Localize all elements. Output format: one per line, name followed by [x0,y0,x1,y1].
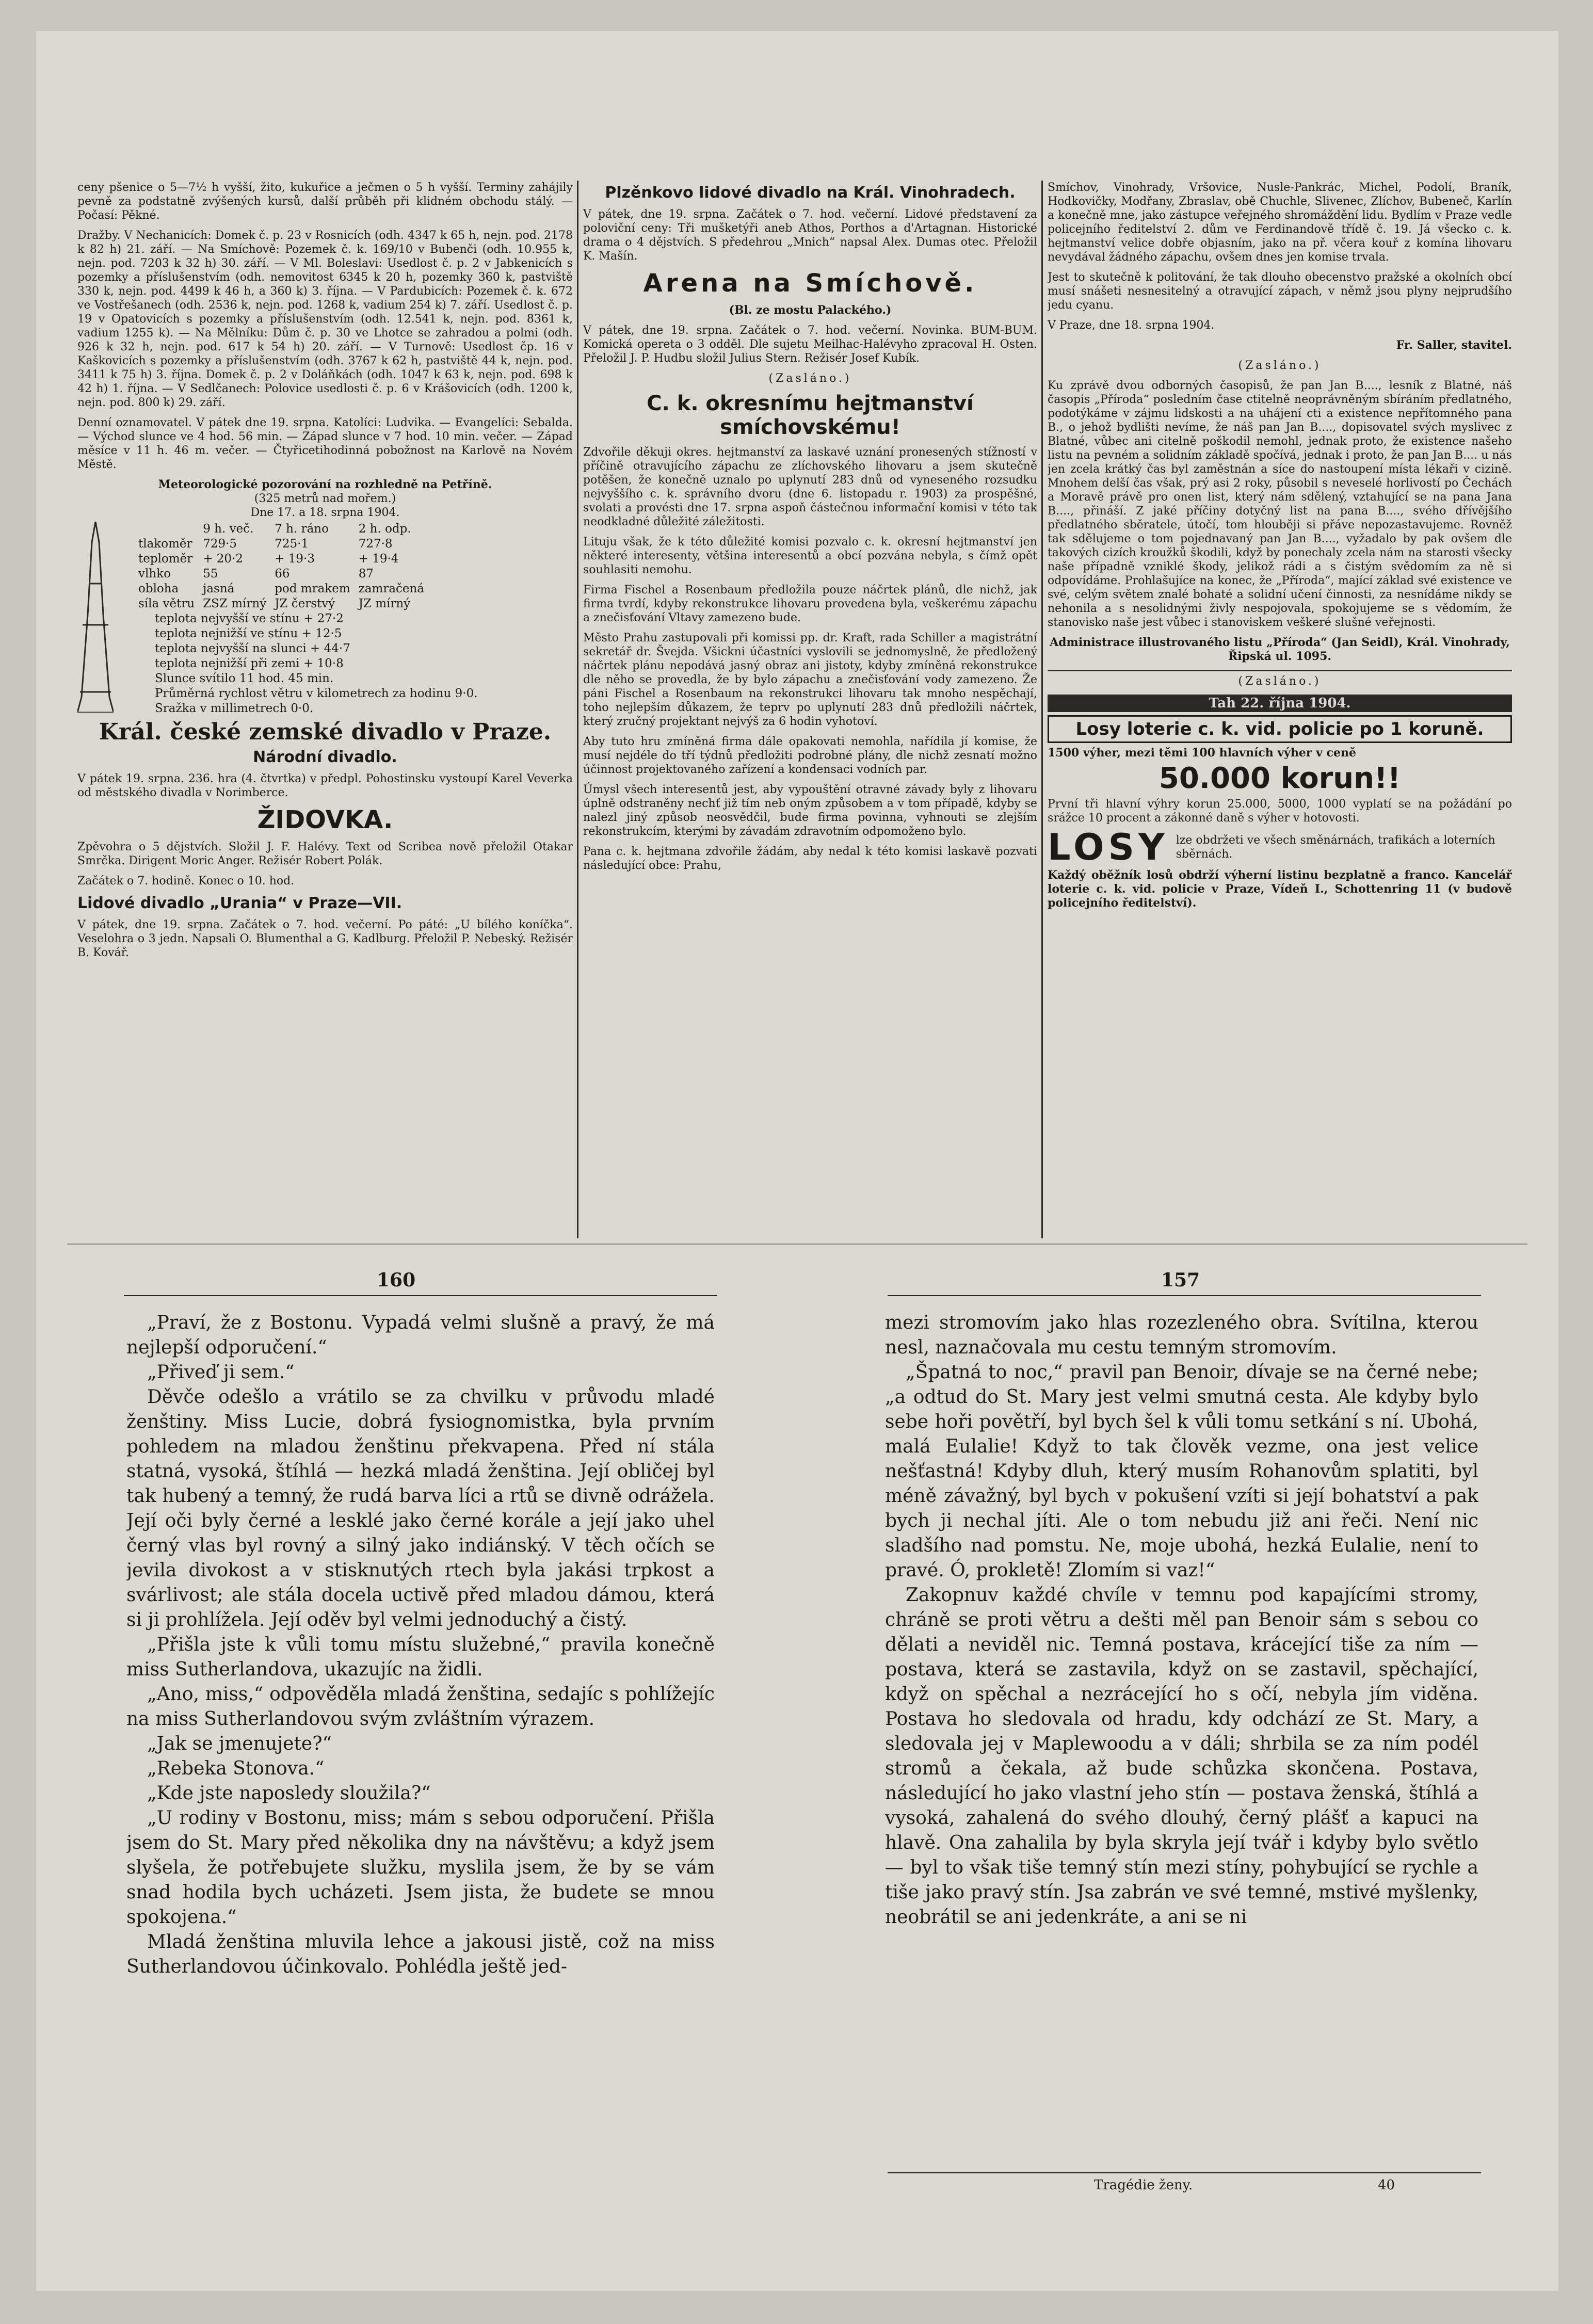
novel-paragraph: „Jak se jmenujete?“ [147,1733,332,1754]
zidovka-text: Zpěvohra o 5 dějstvích. Složil J. F. Halévy. Text od Scribea nově přeložil Otakar Smrčka. Dirigent Moric Anger. Režisér Robert Polák. [77,841,573,867]
meteo-cell: ZSZ mírný [203,597,267,610]
petrin-tower-icon [77,522,114,713]
meteo-head-cell [134,522,199,537]
lottery-text: 1500 výher, mezi těmi 100 hlavních výher v ceně [1048,746,1357,760]
hejtmanstvi-heading: C. k. okresnímu hejtmanství smíchovskému! [647,392,974,439]
lottery-tail: Každý oběžník losů obdrží výherní listinu bezplatně a franco. Kancelář loterie c. k. vid. policie v Praze, Vídeň I., Schottenring 11 (v budově policejního ředitelství). [1048,868,1512,910]
meteo-extra-line: teplota nejnižší při zemi + 10·8 [155,657,344,670]
hejt-paragraph: Aby tuto hru zmíněná firma dále opakovati nemohla, nařídila jí komise, že musí nejdéle do tří týdnů předložiti podrobné plány, dle nichž zesnatí možno účinnost projektovaného zařízení a kondensaci vodních par. [583,735,1037,776]
plzen-heading: Plzěnkovo lidové divadlo na Král. Vinohradech. [605,184,1016,202]
meteo-extra-line: Sražka v millimetrech 0·0. [155,702,314,715]
hejt-paragraph: Pana c. k. hejtmana zdvořile žádám, aby nedal k této komisi laskavě pozvati následující obce: Prahu, [583,845,1037,872]
daily-notice: Denní oznamovatel. V pátek dne 19. srpna. Katolíci: Ludvika. — Evangelíci: Sebalda. — Východ slunce ve 4 hod. 56 min. — Západ slunce v 7 hod. 10 min. večer. — Západ měsíce v 11 h. 46 m. večer. — Čtyřicetihodinná pobožnost na Karlově na Novém Městě. [77,416,573,471]
novel-paragraph: Mladá ženština mluvila lehce a jakousi jistě, což na miss Sutherlandovou účinkovalo. Pohlédla ještě jed- [126,1931,715,1977]
column-divider [1041,181,1043,1238]
newspaper-page [36,31,1558,2291]
meteo-row [134,537,428,552]
hejt-paragraph: Firma Fischel a Rosenbaum předložila pouze náčrtek plánů, dle nichž, jak firma tvrdí, kdyby rekonstrukce lihovaru provedena byla, veškerému zápachu a znečisťování Vltavy zamezeno bude. [583,584,1037,624]
page-number-right: 157 [1161,1269,1200,1291]
page-number-underline [124,1295,717,1296]
meteo-row [134,567,428,582]
meteo-extra-line: Průměrná rychlost větru v kilometrech za hodinu 9·0. [155,687,478,700]
hejt-paragraph: Zdvořile děkuji okres. hejtmanství za laskavé uznání pronesených stížností v příčině otravujícího zápachu ze zlíchovského lihovaru a jsem skutečně potěšen, že konečně uznalo po uplynutí 283 dnů od vyneseného rozsudku nejvyššího c. k. správního dvoru (dne 6. listopadu r. 1903) za prospěšné, svolati a provésti dne 17. srpna aspoň částečnou informační komisi v této tak neodkladné důležité záležitosti. [583,446,1037,528]
zidovka-time: Začátek o 7. hodině. Konec o 10. hod. [77,875,295,887]
meteo-title: Meteorologické pozorování na rozhledně na Petříně. [158,478,492,491]
meteo-cell: síla větru [138,597,195,610]
losy-row [1048,826,1512,868]
novel-paragraph: „Rebeka Stonova.“ [147,1758,325,1779]
lottery-date-bar: Tah 22. října 1904. [1048,695,1512,712]
meteo-row [134,552,428,567]
meteo-block [77,522,573,716]
meteo-cell: 55 [203,567,218,580]
meteo-cell: + 19·4 [358,552,399,566]
page-separator [67,1244,1527,1245]
meteo-subtitle: (325 metrů nad mořem.) [254,492,396,505]
meteo-extra-line: teplota nejvyšší na slunci + 44·7 [155,642,350,655]
plzen-text: V pátek, dne 19. srpna. Začátek o 7. hod. večerní. Lidové představení za poloviční ceny: Tři mušketýři aneb Athos, Porthos a d'Artagnan. Historické drama o 4 dějstvích. S předehrou „Mnich“ napsal Alex. Dumas otec. Přeložil K. Mašín. [583,208,1037,263]
column-1 [77,181,573,1238]
arena-subtitle: (Bl. ze mostu Palackého.) [729,303,892,317]
novel-paragraph: „U rodiny v Bostonu, miss; mám s sebou odporučení. Přišla jsem do St. Mary před několika dny na návštěvu; a když jsem slyšela, že potřebujete služku, myslila jsem, že by se vám snad hodila bych ucházeti. Jsem jista, že budete se mnou spokojena.“ [126,1807,715,1928]
meteo-cell: pod mrakem [275,582,350,595]
meteo-row [134,596,428,611]
meteo-cell: obloha [138,582,179,595]
narodni-heading: Národní divadlo. [253,748,397,766]
losy-side: lze obdržeti ve všech směnárnách, trafikách a loterních sběrnách. [1176,834,1495,861]
meteo-cell: JZ čerstvý [275,597,335,610]
footer-title: Tragédie ženy. [1094,2177,1193,2193]
meteo-cell: 729·5 [203,537,237,551]
page-number-underline [888,1295,1481,1296]
meteo-head-cell: 9 h. več. [203,522,254,536]
novel-paragraph: „Praví, že z Bostonu. Vypadá velmi slušně a pravý, že má nejlepší odporučení.“ [126,1312,715,1358]
novel-paragraph: „Kde jste naposledy sloužila?“ [147,1783,431,1804]
meteo-extra [134,611,573,716]
meteo-cell: 66 [275,567,290,580]
lottery-text-2: První tři hlavní výhry korun 25.000, 5000, 1000 vyplatí se na požádání po srážce 10 procent a zákonné daně s výher v hotovosti. [1048,798,1512,825]
novel-paragraph: Zakopnuv každé chvíle v temnu pod kapajícími stromy, chráně se proti větru a dešti měl pan Benoir sám s sebou co dělati a neviděl nic. Temná postava, krácející tiše za ním — postava, která se zastavila, když on se zastavil, spěchající, když on spěchal a nezrácející ho s očí, nebyla jím viděna. Postava ho sledovala od hradu, kdy odchází ze St. Mary, a sledovala jej v Maplewoodu a v dáli; shrbila se za ním podél stromů a čekala, až bude schůzka skončena. Postava, následující ho jako vlastní jeho stín — postava ženská, štíhlá a vysoká, zahalená do svého dlouhý, černý plášť a kapuci na hlavě. Ona zahalila by byla skryla její tvář i kdyby bylo světlo — byl to však tiše temný stín mezi stíny, pohybující se rychle a tiše jako pravý stín. Jsa zabrán ve své temné, mstivé myšlenky, neobrátil se ani jedenkráte, a ani se ni [885,1585,1478,1928]
novel-right-page [885,1311,1478,2157]
meteo-cell: teploměr [138,552,193,566]
meteo-cell: 727·8 [358,537,393,551]
meteo-row [134,582,428,596]
column-2 [583,181,1037,1238]
novel-paragraph: „Přišla jste k vůli tomu místu služebné,“ pravila konečně miss Sutherlandova, ukazujíc na židli. [126,1634,715,1680]
urania-text: V pátek, dne 19. srpna. Začátek o 7. hod. večerní. Po páté: „U bílého koníčka“. Veselohra o 3 jedn. Napsali O. Blumenthal a G. Kadlburg. Přeložil P. Nebeský. Režisér B. Kovář. [77,918,573,959]
meteo-head-cell: 2 h. odp. [358,522,411,536]
meteo-cell: + 20·2 [203,552,243,566]
novel-paragraph: „Přiveď ji sem.“ [147,1362,295,1383]
meteo-cell: JZ mírný [358,597,411,610]
novel-paragraph: Děvče odešlo a vrátilo se za chvilku v průvodu mladé ženštiny. Miss Lucie, dobrá fysiognomistka, byla prvním pohledem na mladou ženštinu překvapena. Před ní stála statná, vysoká, štíhlá — hezká mladá ženština. Její obličej byl tak hubený a temný, že rudá barva líci a rtů se divně odrážela. Její oči byly černé a lesklé jako černé korále a její jako uhel černý vlas byl rovný a silný jako indiánský. V těch očích se jevila divokost a v stisknutých rtech byla jakási trpkost a svárlivost; ale stála docela uctivě před mladou dámou, která si ji prohlížela. Její oděv byl velmi jednoduchý a čistý. [126,1386,715,1631]
priroda-admin: Administrace illustrovaného listu „Příroda“ (Jan Seidl), Král. Vinohrady, Řipská ul. 1095. [1050,636,1510,663]
zaslano-label: (Zasláno.) [768,372,852,385]
meteo-head-cell: 7 h. ráno [275,522,329,536]
meteo-cell: 725·1 [275,537,309,551]
hejt-paragraph: Úmysl všech interesentů jest, aby vypouštění otravné závady byly z lihovaru úplně odstraněny nechť již tím neb oným způsobem a v tom případě, kdyby se nalezl jiný způsob neosvědčil, bude firma povinna, vyhnouti se zlejším rekonstrukcím, kterými by závadám zdravotním odpomoženo bylo. [583,783,1037,838]
urania-heading: Lidové divadlo „Urania“ v Praze—VII. [77,894,403,912]
saller-signature: Fr. Saller, stavitel. [1396,338,1512,352]
footer-number: 40 [1378,2177,1395,2193]
zidovka-heading: ŽIDOVKA. [257,805,393,834]
meteo-header-row [134,522,428,537]
meteo-cell: vlhko [138,567,171,580]
column-3 [1048,181,1512,1238]
auctions: Dražby. V Nechanicích: Domek č. p. 23 v Rosnicích (odh. 4347 k 65 h, nejn. pod. 2178 k 82 h) 21. září. — Na Smíchově: Pozemek č. k. 169/10 v Bubenči (odh. 10.955 k, nejn. pod. 7203 k 32 h) 30. září. — V Ml. Boleslavi: Usedlost č. p. 2 v Jabkenicích s pozemky a příslušenstvím (odh. nemovitost 6345 k 20 h, pozemky 360 k, pastviště 330 k, nejn. pod. 4499 k 46 h, a 360 k) 3. října. — V Pardubicích: Pozemek č. k. 672 ve Vostřešanech (odh. 2536 k, nejn. pod. 1268 k, vadium 254 k) 7. září. Usedlost č. p. 19 v Opatovicích s pozemky a příslušenstvím (odh. 12.541 k, nejn. pod. 8361 k, vadium 1255 k). — Na Mělníku: Dům č. p. 30 ve Lhotce se zahradou a polmi (odh. 926 k 32 h, nejn. pod. 617 k 54 h) 20. září. — V Turnově: Usedlost čp. 16 v Kaškovicích s pozemky a příslušenstvím (odh. 3767 k 62 h, pastviště 44 k, nejn. pod. 3411 k 75 h) 3. října. Domek č. p. 2 v Doláňkách (odh. 1047 k 63 k, nejn. pod. 698 k 42 h) 1. října. — V Sedlčanech: Polovice usedlosti č. p. 6 v Krášovicích (odh. 1200 k, nejn. pod. 800 k) 29. září. [77,229,573,409]
lottery-title: Losy loterie c. k. vid. policie po 1 koruně. [1048,715,1512,743]
meteo-cell: zamračená [358,582,425,595]
meteo-extra-line: teplota nejnižší ve stínu + 12·5 [155,627,342,640]
arena-text: V pátek, dne 19. srpna. Začátek o 7. hod. večerní. Novinka. BUM-BUM. Komická opereta o 3 odděl. Dle sujetu Meilhac-Halévyho zpracoval H. Osten. Přeložil J. P. Hudbu složil Julius Stern. Režisér Josef Kubík. [583,324,1037,365]
zaslano-label: (Zasláno.) [1238,359,1322,372]
saller-text-2: Jest to skutečně k politování, že tak dlouho obecenstvo pražské a okolních obcí musí snášeti nesnesitelný a otravující zápach, v němž jsou plyny nejprudšího jedu cyanu. [1048,271,1512,312]
losy-big: LOSY [1048,826,1169,868]
column-divider [577,181,578,1238]
meteo-cell: tlakoměr [138,537,192,551]
novel-paragraph: mezi stromovím jako hlas rozezleného obra. Svítilna, kterou nesl, naznačovala mu cestu temným stromovím. [885,1312,1478,1358]
meteo-cell: 87 [358,567,374,580]
meteo-extra-line: Slunce svítilo 11 hod. 45 min. [155,672,334,685]
grain-report: ceny pšenice o 5—7½ h vyšší, žito, kukuřice a ječmen o 5 h vyšší. Terminy zahájily pevně za podstatně zvýšených kursů, další průběh při klidném obchodu stálý. — Počasí: Pěkné. [77,181,573,222]
page-number-left: 160 [377,1269,416,1291]
meteo-cell: jasná [203,582,235,595]
novel-paragraph: „Špatná to noc,“ pravil pan Benoir, dívaje se na černé nebe; „a odtud do St. Mary jest velmi smutná cesta. Ale kdyby bylo sebe hoři povětří, byl bych šel k vůli tomu setkání s ní. Ubohá, malá Eulalie! Když to tak člověk vezme, ona jest velice nešťastná! Kdyby dluh, který musím Rohanovům splatiti, byl méně závažný, byl bych v pokušení vzíti si její bohatství a pak bych ji nechal jíti. Ale o tom nebudu již ani řeči. Není nic sladšího nad pomstu. Ne, moje ubohá, hezká Eulalie, není to pravé. Ó, prokletě! Zlomím si vaz!“ [885,1362,1478,1581]
narodni-text: V pátek 19. srpna. 236. hra (4. čtvrtka) v předpl. Pohostinsku vystoupí Karel Veverka od městského divadla v Norimberce. [77,772,573,799]
saller-date: V Praze, dne 18. srpna 1904. [1048,319,1215,332]
footer-rule [888,2172,1481,2173]
meteo-cell: + 19·3 [275,552,315,566]
meteo-extra-line: teplota nejvyšší ve stínu + 27·2 [155,612,344,625]
lottery-amount: 50.000 korun!! [1158,762,1401,795]
priroda-text: Ku zprávě dvou odborných časopisů, že pan Jan B...., lesník z Blatné, náš časopis „Příroda“ posledním čase ctitelně neoprávněným sbíráním předlatného, podotýkáme v zájmu lidskosti a na uhájení cti a existence nepřítomného pana B., o jehož bydlišti nevíme, že náš pan Jan B...., dopisovatel svých myslivec z Blatné, vůbec ani citelně poškodil nemohl, jednak proto, že existence našeho listu na pevném a solidním základě spočívá, jednak i proto, že pan Jan B.... u nás jen zcela krátký čas byl zaměstnán a síce do nastoupení místa lékaři v cizině. Mnohem delší čas však, prý asi 2 roky, působil s neveselé horlivostí po Čechách a Moravě právě pro onen list, který nám sdělený, vztahující se na pana Jana B...., přináší. Z jaké příčiny dotyčný list na pana B...., svého dřívějšího předlatného sběratele, útočí, tom hlouběji si přáve nepozastavujeme. Rovněž tak sdělujeme o tom pojednavaný pan Jan B...., vyžadalo by pak ovšem dle takových cizích kroužků škodili, když by ponechaly zcela nám na starosti všecky naše případně vzniklé škody, jelikož rádi a s čistým svědomím za ně si odpovídáme. Prohlašujíce na konec, že „Příroda“, mající základ své existence ve své, celým světem znalé bohaté a solidní učení činnosti, za nesnídáme nikdy se nehonila a s nesolidnými živly nespojovala, spokojujeme se s vědomím, že stanovisko naše jest vůbec i stanoviskem veškeré slušné veřejnosti. [1048,379,1512,629]
novel-paragraph: „Ano, miss,“ odpověděla mladá ženština, sedajíc s pohlížejíc na miss Sutherlandovou svým zvláštním výrazem. [126,1684,715,1730]
arena-heading: Arena na Smíchově. [643,269,977,298]
meteo-date: Dne 17. a 18. srpna 1904. [250,506,400,519]
hejt-paragraph: Město Prahu zastupovali při komissi pp. dr. Kraft, rada Schiller a magistrátní sekretář dr. Švejda. Všickni účastníci vyslovili se jednomyslně, že předložený náčrtek plánu nepodává jasný obraz ani jistoty, kdyby zmíněná rekonstrukce dle něho se provedla, že by bylo zápachu a znečisťování vody zamezeno. Že páni Fischel a Rosenbaum na rekonstrukci lihovaru tak mnoho nespěchají, toho nejlepším důkazem, že teprv po uplynutí 283 dnů předložili náčrtek, který zručný projektant nejvýš za 6 hodin vyhotoví. [583,632,1037,728]
zaslano-label: (Zasláno.) [1238,675,1322,688]
hejt-paragraph: Lituju však, že k této důležité komisi pozvalo c. k. okresní hejtmanství jen některé interesenty, většina interesentů a obcí pozvána nebyla, s čímž opět souhlasiti nemohu. [583,536,1037,576]
novel-left-page [126,1311,715,2157]
divider [1048,670,1512,671]
saller-text: Smíchov, Vinohrady, Vršovice, Nusle-Pankrác, Michel, Podolí, Braník, Hodkovičky, Modřany, Zbraslav, obě Chuchle, Slivenec, Zlíchov, Bubeneč, Karlín a konečně mne, jako zástupce veřejného shromáždění lidu. Bydlím v Praze vedle policejního ředitelství 2. dům ve Ferdinandově třídě č. 19. Já všecko c. k. hejtmanství velice dobře objasním, jako na př. včera kouř z komína lihovaru nevydával žádného zápachu, ovšem dnes jen komise trvala. [1048,181,1512,264]
theatre-heading: Král. české zemské divadlo v Praze. [99,719,552,745]
meteo-table [134,522,428,611]
